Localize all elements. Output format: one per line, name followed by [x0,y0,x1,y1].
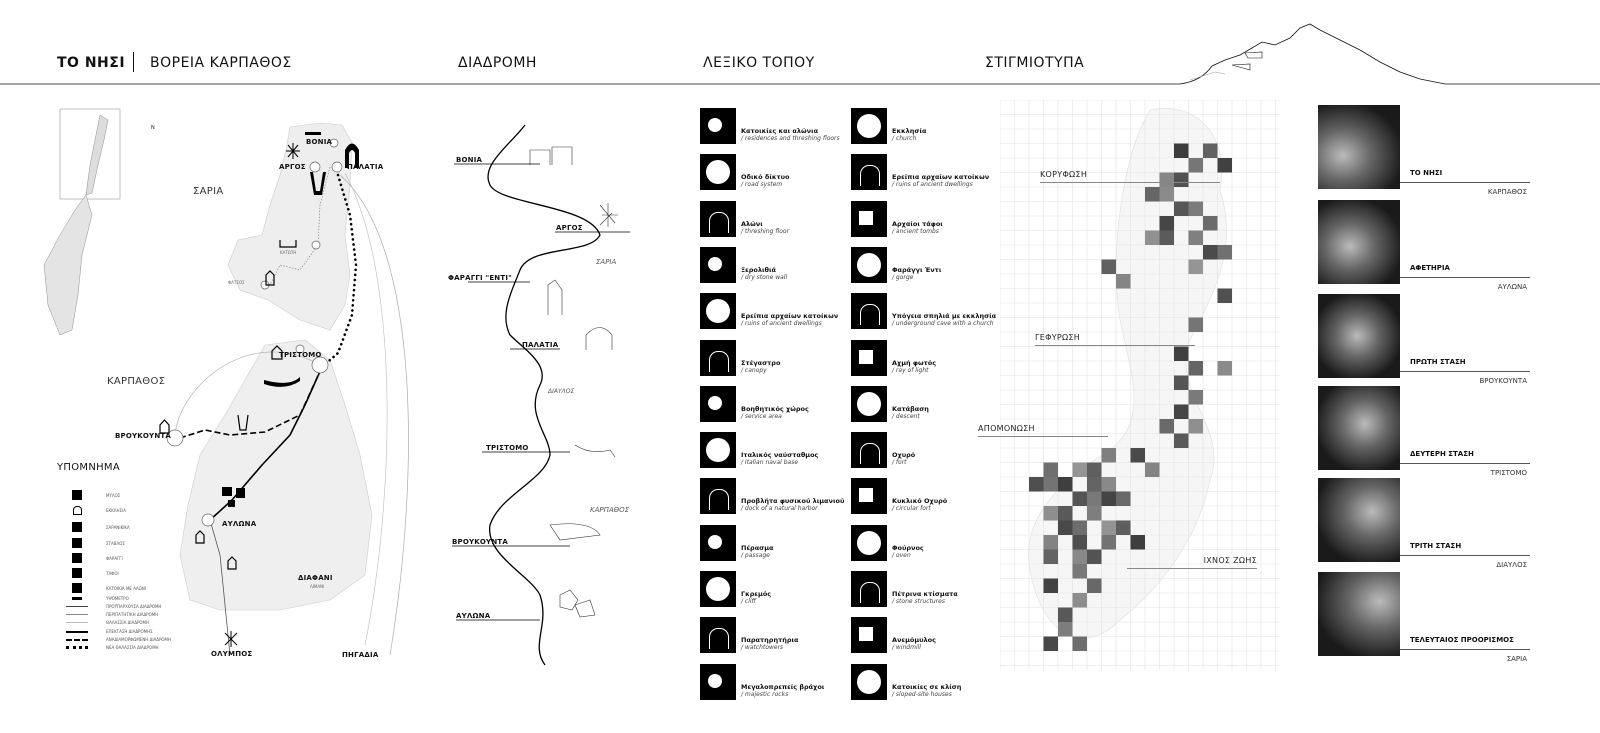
snapshot-photo [1145,463,1160,478]
snapshot-photo [1087,463,1102,478]
snapshot-photo [1174,434,1189,449]
snapshot-photo [1044,579,1059,594]
lexicon-item-greek: Ανεμόμυλος [892,636,936,645]
lexicon-item [700,525,774,561]
lexicon-item-english: / circular fort [892,505,931,513]
legend-item [60,604,161,609]
sloped-houses-icon [851,664,887,700]
station-image [1318,200,1400,284]
route-stop-avlona: ΑΥΛΩΝΑ [456,612,491,620]
map-label-pigadia: ΠΗΓΑΔΙΑ [342,651,379,659]
station-place: ΑΥΛΩΝΑ [1497,283,1527,291]
snapshot-photo [1116,492,1131,507]
station-image [1318,386,1400,470]
cave-icon [851,293,887,329]
lexicon-item-greek: Κυκλικό Οχυρό [892,497,948,506]
snapshot-photo [1189,202,1204,217]
lexicon-item-greek: Ξερολιθιά [741,265,776,274]
elevation-icon [60,597,94,600]
legend-item [60,629,153,634]
snapshot-photo [1218,289,1233,304]
map-label-fatsos: ΦΑΤΣΟΣ [228,280,245,285]
route-area-diavlos: ΔΙΑΥΛΟΣ [548,388,575,395]
snapshot-photo [1116,274,1131,289]
line-sea [60,622,94,623]
windmill-icon [851,617,887,653]
lexicon-item-greek: Πέρασμα [741,543,774,552]
legend-item [60,522,130,532]
snapshot-photo [1189,231,1204,246]
lexicon-item-english: / dock of a natural harbor [741,505,818,513]
snapshot-label-ichnos-zois: ΙΧΝΟΣ ΖΩΗΣ [1127,556,1257,569]
station-place: ΔΙΑΥΛΟΣ [1496,561,1527,569]
station-title: ΤΕΛΕΥΤΑΙΟΣ ΠΡΟΟΡΙΣΜΟΣ [1410,636,1514,644]
lexicon-item [851,525,924,561]
station-place: ΤΡΙΣΤΟΜΟ [1490,469,1527,477]
snapshot-photo [1087,506,1102,521]
route-stop-tristomo: ΤΡΙΣΤΟΜΟ [486,444,529,452]
station-title: ΤΟ ΝΗΣΙ [1410,169,1443,177]
lexicon-item [851,201,943,237]
lexicon-item-english: / descent [892,412,920,420]
legend-item [60,553,123,563]
lexicon-item [851,664,961,700]
lexicon-item-english: / underground cave with a church [892,320,994,328]
lexicon-item-greek: Παρατηρητήρια [741,636,799,645]
lexicon-item [700,478,844,514]
dock-icon [700,478,736,514]
lexicon-item-greek: Φαράγγι Έντι [892,265,942,274]
lexicon-title: ΛΕΞΙΚΟ ΤΟΠΟΥ [703,55,815,71]
lexicon-item-greek: Κατάβαση [892,404,929,413]
snapshot-photo [1160,419,1175,434]
snapshot-label-apomonosi: ΑΠΟΜΟΝΩΣΗ [978,424,1108,437]
snapshot-photo [1102,260,1117,275]
lexicon-item-english: / ruins of ancient dwellings [892,181,973,189]
snapshots-title: ΣΤΙΓΜΙΟΤΥΠΑ [985,55,1085,71]
map-label-tristomo: ΤΡΙΣΤΟΜΟ [279,351,322,359]
legend-item-label: ΣΑΡΑΝΙΚΙΚΑ [106,524,130,530]
residences-icon [700,108,736,144]
watchtower-icon [700,617,736,653]
map-label-vroukounta: ΒΡΟΥΚΟΥΝΤΑ [115,432,171,440]
snapshot-photo [1131,448,1146,463]
snapshot-photo [1174,202,1189,217]
gorge-icon [60,553,94,563]
map-label-palatia: ΠΑΛΑΤΙΑ [347,163,384,171]
lexicon-item-greek: Αχμή φωτός [892,358,937,367]
legend-item-label: ΠΕΡΙΠΑΤΗΤΙΚΗ ΔΙΑΔΡΟΜΗ [106,612,159,617]
lexicon-item-english: / canopy [741,366,767,374]
lexicon-item-greek: Στέγαστρο [741,358,781,367]
snapshot-label-koryfosi: ΚΟΡΥΦΩΣΗ [1040,170,1220,183]
snapshot-photo [1174,405,1189,420]
lexicon-item-english: / majestic rocks [741,690,789,698]
lexicon-item [700,664,824,700]
lexicon-item [851,108,926,144]
lexicon-item-greek: Ερείπια αρχαίων κατοίκων [741,312,839,321]
legend-item-label: ΕΠΕΚΤΑΣΗ ΔΙΑΔΡΟΜΗΣ [106,629,153,634]
legend-item-label: ΝΕΑ ΘΑΛΑΣΣΙΑ ΔΙΑΔΡΟΜΗ [106,645,159,650]
line-walking [60,614,94,615]
region-title: ΒΟΡΕΙΑ ΚΑΡΠΑΘΟΣ [150,55,292,71]
legend-item [60,612,158,617]
snapshot-photo [1073,521,1088,536]
lexicon-item-english: / service area [741,412,782,420]
legend-item-label: ΘΑΛΑΣΣΙΑ ΔΙΑΔΡΟΜΗ [106,620,150,625]
threshing-floor-icon [700,201,736,237]
lexicon-item [700,201,789,237]
map-label-karpathos: ΚΑΡΠΑΘΟΣ [107,376,166,387]
snapshot-photo [1189,361,1204,376]
station-image [1318,105,1400,189]
snapshot-photo [1087,550,1102,565]
canopy-icon [700,340,736,376]
snapshot-photo [1102,448,1117,463]
route-area-saria: ΣΑΡΙΑ [596,258,617,266]
snapshot-photo [1174,347,1189,362]
station-place: ΚΑΡΠΑΘΟΣ [1487,188,1527,196]
snapshot-photo [1087,579,1102,594]
legend-item-label: ΕΚΚΛΗΣΙΑ [106,508,126,513]
snapshot-photo [1073,593,1088,608]
header-rule-and-mountain-profile [0,0,1600,100]
route-stop-vroukounta: ΒΡΟΥΚΟΥΝΤΑ [452,538,508,546]
snapshot-photo [1087,477,1102,492]
lexicon-item [700,154,790,190]
lexicon-item [851,340,936,376]
snapshot-photo [1102,492,1117,507]
stone-structures-icon [851,571,887,607]
lexicon-item-english: / windmill [892,644,921,652]
legend-item-label: ΥΨΟΜΕΤΡΟ [106,596,129,601]
north-arrow: N [151,125,155,131]
snapshot-photo [1145,231,1160,246]
snapshot-photo [1058,608,1073,623]
lexicon-item-greek: Βοηθητικός χώρος [741,404,809,413]
lexicon-item-english: / oven [892,551,911,559]
lexicon-item-english: / residences and threshing floors [741,135,840,142]
snapshot-photo [1189,419,1204,434]
lexicon-item-english: / cliff [741,598,756,605]
tombs-icon [60,568,94,578]
map-label-saria: ΣΑΡΙΑ [193,186,224,197]
lexicon-item-greek: Ιταλικός ναύσταθμος [741,451,819,460]
lexicon-item-english: / fort [892,459,907,467]
lexicon-item [851,247,941,283]
station-divider [1400,371,1530,372]
snapshot-photo [1073,564,1088,579]
station-divider [1400,182,1530,183]
lexicon-item-greek: Προβλήτα φυσικού λιμανιού [741,497,845,506]
station-title: ΑΦΕΤΗΡΙΑ [1410,264,1450,272]
lexicon-item-english: / passage [741,551,770,559]
lexicon-item-greek: Οχυρό [892,451,916,460]
map-label-limani: ΛΙΜΑΝΙ [310,584,325,589]
line-existing [60,606,94,607]
snapshot-photo [1218,361,1233,376]
island-title: ΤΟ ΝΗΣΙ [57,55,126,71]
line-new-sea [60,646,94,649]
snapshot-photo [1160,187,1175,202]
ruins-icon [700,293,736,329]
snapshot-photo [1044,550,1059,565]
lexicon-item [700,432,818,468]
snapshot-photo [1189,390,1204,405]
legend-item-label: ΠΡΟΫΠΑΡΧΟΥΣΑ ΔΙΑΔΡΟΜΗ [106,604,162,609]
station-title: ΠΡΩΤΗ ΣΤΑΣΗ [1410,358,1466,366]
snapshot-photo [1203,245,1218,260]
lexicon-item-greek: Οδικό δίκτυο [741,173,790,182]
station-divider [1400,555,1530,556]
snapshot-photo [1174,376,1189,391]
lexicon-item-english: / threshing floor [741,227,790,235]
lexicon-item-greek: Αλώνι [741,219,763,228]
map-label-vonia: ΒΟΝΙΑ [306,138,333,146]
lexicon-item [851,478,947,514]
church-icon [60,506,94,515]
lexicon-item [851,154,989,190]
map-label-diafani: ΔΙΑΦΑΝΙ [298,574,333,582]
stable-icon [60,538,94,548]
snapshot-photo [1029,477,1044,492]
ruins-outline-icon [851,154,887,190]
map-label-katoti: ΚΑΤΩΤΗ [280,250,297,255]
lexicon-item-greek: Γκρεμός [741,590,772,598]
station-place: ΒΡΟΥΚΟΥΝΤΑ [1479,377,1527,385]
light-ray-icon [851,340,887,376]
circular-fort-icon [851,478,887,514]
lexicon-item-greek: Κατοικίες και αλώνια [741,127,819,135]
snapshots-photo-grid [1000,100,1280,670]
legend-item [60,568,119,578]
passage-icon [700,525,736,561]
lexicon-item-english: / dry stone wall [741,273,788,281]
naval-base-icon [700,432,736,468]
snapshot-photo [1203,216,1218,231]
church-icon [851,108,887,144]
snapshot-photo [1116,521,1131,536]
road-icon [700,154,736,190]
lexicon-item-greek: Ερείπια αρχαίων κατοίκων [892,173,990,182]
lexicon-item-greek: Εκκλησία [892,127,927,135]
lexicon-item [700,108,840,144]
snapshot-photo [1058,506,1073,521]
snapshot-photo [1160,231,1175,246]
snapshot-photo [1203,144,1218,159]
legend-item-label: ΜΥΛΟΣ [106,492,121,498]
lexicon-item-greek: Φούρνος [892,543,924,552]
map-label-olympos: ΟΛΥΜΠΟΣ [211,650,253,658]
snapshot-photo [1073,535,1088,550]
snapshot-photo [1058,521,1073,536]
lexicon-item-english: / church [892,135,917,142]
route-stop-vonia: ΒΟΝΙΑ [456,156,483,164]
snapshot-photo [1073,637,1088,652]
lexicon-item-english: / ancient tombs [892,227,939,235]
station-divider [1400,277,1530,278]
station-place: ΣΑΡΙΑ [1506,655,1527,663]
lexicon-item [851,386,929,422]
arch-icon [60,522,94,532]
lexicon-item-greek: Αρχαίοι τάφοι [892,219,943,228]
service-area-icon [700,386,736,422]
route-diagram [440,95,660,675]
station-divider [1400,463,1530,464]
station-image [1318,294,1400,378]
lexicon-item-english: / gorge [892,273,914,281]
snapshot-photo [1044,637,1059,652]
legend-item-label: ΦΑΡΑΓΓΙ [106,555,123,561]
legend-item [60,596,129,601]
legend-item [60,645,159,650]
lexicon-item-english: / ruins of ancient dwellings [741,320,822,328]
legend-item [60,490,120,500]
legend-item [60,538,125,548]
legend-item [60,583,146,593]
lexicon-item-english: / stone structures [892,598,945,605]
tombs-icon [851,201,887,237]
fort-icon [851,432,887,468]
line-extension [60,631,94,633]
lexicon-item-english: / sloped-site houses [892,690,952,698]
legend-item [60,506,126,515]
route-stop-palatia: ΠΑΛΑΤΙΑ [522,341,559,349]
lexicon-item [700,571,771,607]
snapshot-photo [1073,463,1088,478]
lexicon-item-greek: Πέτρινα κτίσματα [892,590,958,598]
lexicon-item [851,432,915,468]
oven-icon [851,525,887,561]
route-title: ΔΙΑΔΡΟΜΗ [458,55,537,71]
route-stop-argos: ΑΡΓΟΣ [556,224,583,232]
snapshot-photo [1044,463,1059,478]
map-label-avlona: ΑΥΛΩΝΑ [222,520,257,528]
route-stop-farangi-enti: ΦΑΡΑΓΓΙ "ΕΝΤΙ" [448,274,512,282]
lexicon-item [851,617,936,653]
snapshot-photo [1058,477,1073,492]
snapshot-photo [1131,535,1146,550]
legend-item-label: ΤΑΦΟΙ [106,570,119,576]
snapshot-label-gefyrosi: ΓΕΦΥΡΩΣΗ [1035,333,1195,346]
stairs-icon [851,386,887,422]
station-title: ΤΡΙΤΗ ΣΤΑΣΗ [1410,542,1462,550]
legend-title: ΥΠΟΜΝΗΜΑ [57,462,120,473]
snapshot-photo [1073,550,1088,565]
legend-item-label: ΑΝΑΔΙΑΜΟΡΦΩΜΕΝΗ ΔΙΑΔΡΟΜΗ [106,637,171,642]
snapshot-photo [1102,477,1117,492]
map-label-argos: ΑΡΓΟΣ [279,163,306,171]
lexicon-item [700,247,787,283]
legend-item [60,620,149,625]
station-divider [1400,649,1530,650]
snapshot-photo [1145,187,1160,202]
snapshot-photo [1073,492,1088,507]
lexicon-item [851,571,958,607]
snapshot-photo [1058,622,1073,637]
legend-item [60,637,171,642]
snapshot-photo [1044,506,1059,521]
gorge-icon [851,247,887,283]
lexicon-item [700,386,809,422]
stone-wall-icon [700,247,736,283]
snapshot-photo [1044,535,1059,550]
snapshot-photo [1189,318,1204,333]
snapshot-photo [1160,216,1175,231]
snapshot-photo [1189,260,1204,275]
station-image [1318,572,1400,656]
lexicon-item [700,617,799,653]
lexicon-item [700,293,838,329]
snapshot-photo [1218,245,1233,260]
rocks-icon [700,664,736,700]
residence-icon [60,583,94,593]
lexicon-item-greek: Μεγαλοπρεπείς βράχοι [741,682,825,691]
line-redesigned [60,639,94,641]
snapshot-photo [1102,535,1117,550]
station-image [1318,478,1400,562]
route-area-karpathos: ΚΑΡΠΑΘΟΣ [590,506,630,514]
cliff-icon [700,571,736,607]
lexicon-item-english: / Italian naval base [741,459,799,467]
snapshot-photo [1174,144,1189,159]
lexicon-item-english: / ray of light [892,366,929,374]
snapshot-photo [1044,477,1059,492]
windmill-icon [60,490,94,500]
station-title: ΔΕΥΤΕΡΗ ΣΤΑΣΗ [1410,450,1474,458]
lexicon-item-english: / road system [741,181,783,189]
lexicon-item-english: / watchtowers [741,644,784,652]
lexicon-item [700,340,780,376]
lexicon-item-greek: Υπόγεια σπηλιά με εκκλησία [892,312,997,321]
snapshot-photo [1087,492,1102,507]
lexicon-item [851,293,996,329]
legend-item-label: ΣΤΑΒΛΟΣ [106,540,125,546]
snapshot-photo [1102,521,1117,536]
legend-item-label: ΚΑΤΟΙΚΙΑ ΜΕ ΑΛΩΝΙ [106,585,146,591]
lexicon-item-greek: Κατοικίες σε κλίση [892,682,962,691]
